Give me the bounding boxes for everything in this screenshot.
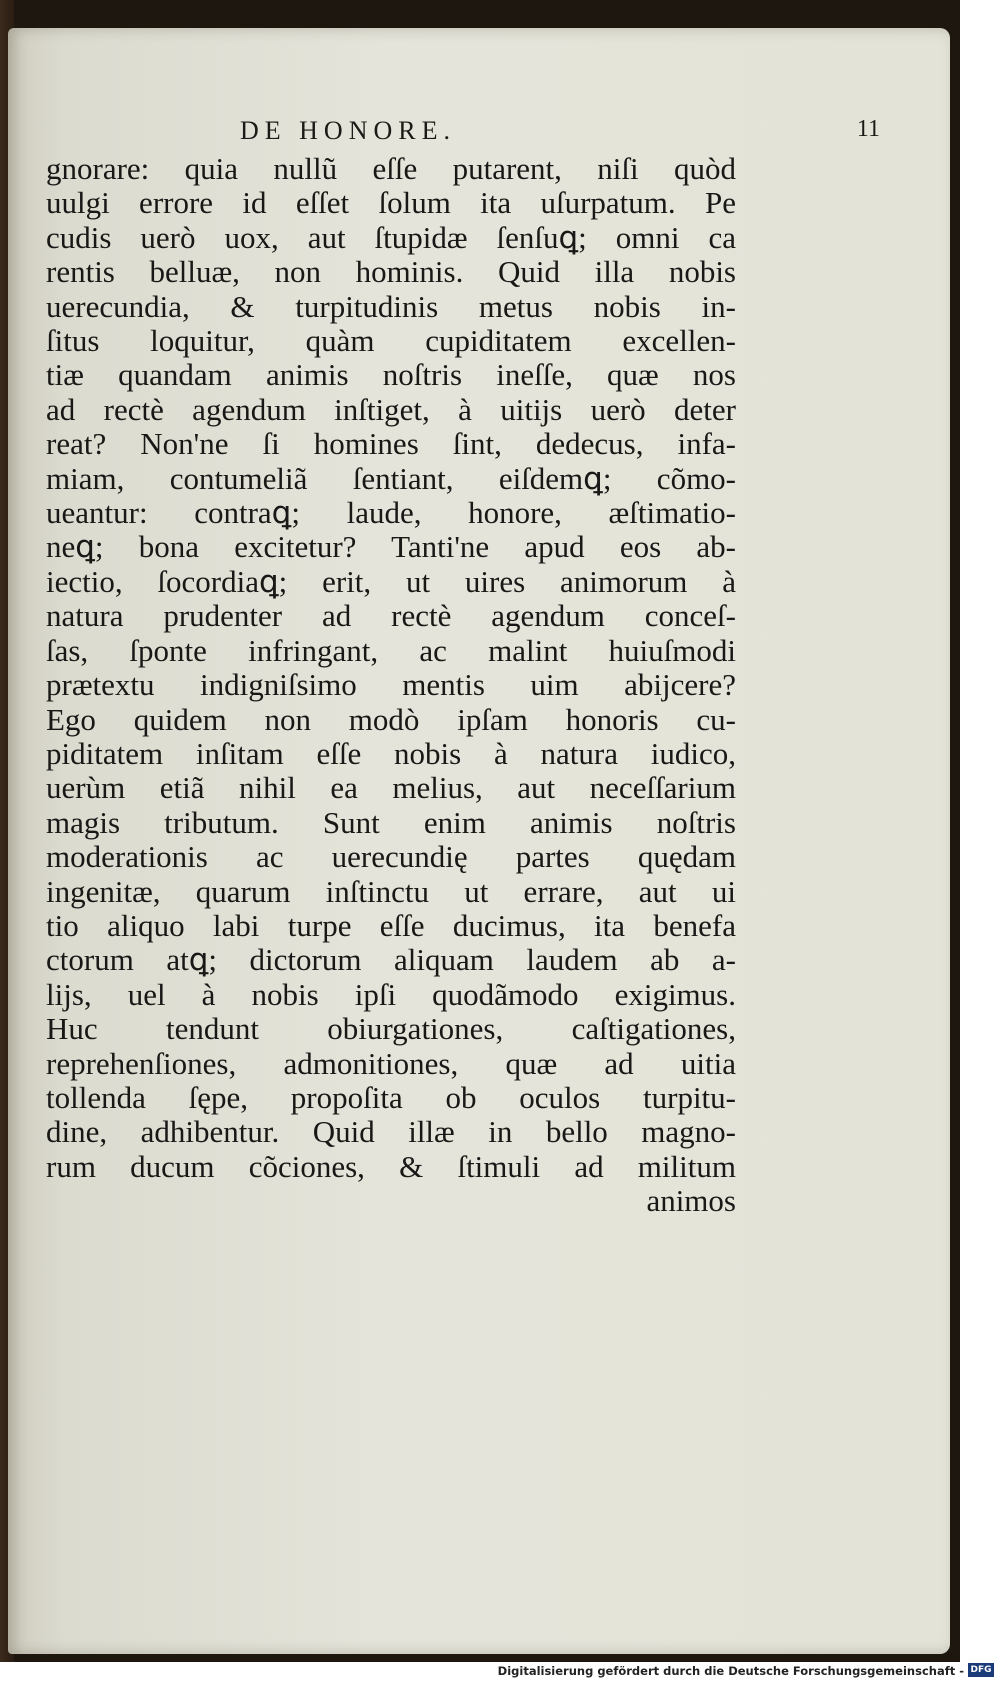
text-line: piditatem inſitam eſſe nobis à natura iudico, [46,735,736,771]
text-line: tio aliquo labi turpe eſſe ducimus, ita benefa [46,907,736,943]
text-line: magis tributum. Sunt enim animis noſtris [46,804,736,840]
dfg-logo: DFG [968,1663,994,1677]
text-line: moderationis ac uerecundię partes quędam [46,839,736,875]
text-line: tiæ quandam animis noſtris ineſſe, quæ nos [46,357,736,393]
text-line: tollenda ſępe, propoſita ob oculos turpitu- [46,1079,736,1115]
text-line: ingenitæ, quarum inſtinctu ut errare, aut ui [46,873,736,909]
text-line: reprehenſiones, admonitiones, quæ ad uitia [46,1045,736,1081]
text-line: dine, adhibentur. Quid illæ in bello magno- [46,1114,736,1150]
text-line: uerùm etiã nihil ea melius, aut neceſſarium [46,770,736,806]
text-line: rum ducum cõciones, & ſtimuli ad militum [46,1148,736,1184]
text-line: ctorum atꝗ; dictorum aliquam laudem ab a- [46,942,736,978]
text-line: miam, contumeliã ſentiant, eiſdemꝗ; cõmo- [46,460,736,496]
text-line: Ego quidem non modò ipſam honoris cu- [46,701,736,737]
text-line: ad rectè agendum inſtiget, à uitijs uerò deter [46,391,736,427]
text-line: uerecundia, & turpitudinis metus nobis in- [46,288,736,324]
text-line: neꝗ; bona excitetur? Tanti'ne apud eos ab- [46,529,736,565]
text-line: ueantur: contraꝗ; laude, honore, æſtimatio- [46,495,736,531]
page-number: 11 [856,116,880,142]
text-line: ſas, ſponte infringant, ac malint huiuſmodi [46,632,736,668]
catchword: animos [646,1183,736,1219]
funding-credit: Digitalisierung gefördert durch die Deutsche Forschungsgemeinschaft - [497,1664,964,1678]
text-line: reat? Non'ne ſi homines ſint, dedecus, infa- [46,426,736,462]
text-line: Huc tendunt obiurgationes, caſtigationes, [46,1011,736,1047]
text-line: ſitus loquitur, quàm cupiditatem excellen- [46,323,736,359]
text-line: prætextu indigniſsimo mentis uim abijcere? [46,667,736,703]
body-text [46,152,736,1219]
text-line: natura prudenter ad rectè agendum conceſ- [46,598,736,634]
running-head-title: DE HONORE. [240,116,456,145]
text-line: uulgi errore id eſſet ſolum ita uſurpatum. Pe [46,185,736,221]
text-line: iectio, ſocordiaꝗ; erit, ut uires animorum à [46,563,736,599]
text-line: lijs, uel à nobis ipſi quodãmodo exigimus. [46,976,736,1012]
text-line: rentis belluæ, non hominis. Quid illa nobis [46,254,736,290]
running-head [240,116,880,156]
text-line: cudis uerò uox, aut ſtupidæ ſenſuꝗ; omni ca [46,219,736,255]
text-line: gnorare: quia nullũ eſſe putarent, niſi quòd [46,151,736,186]
